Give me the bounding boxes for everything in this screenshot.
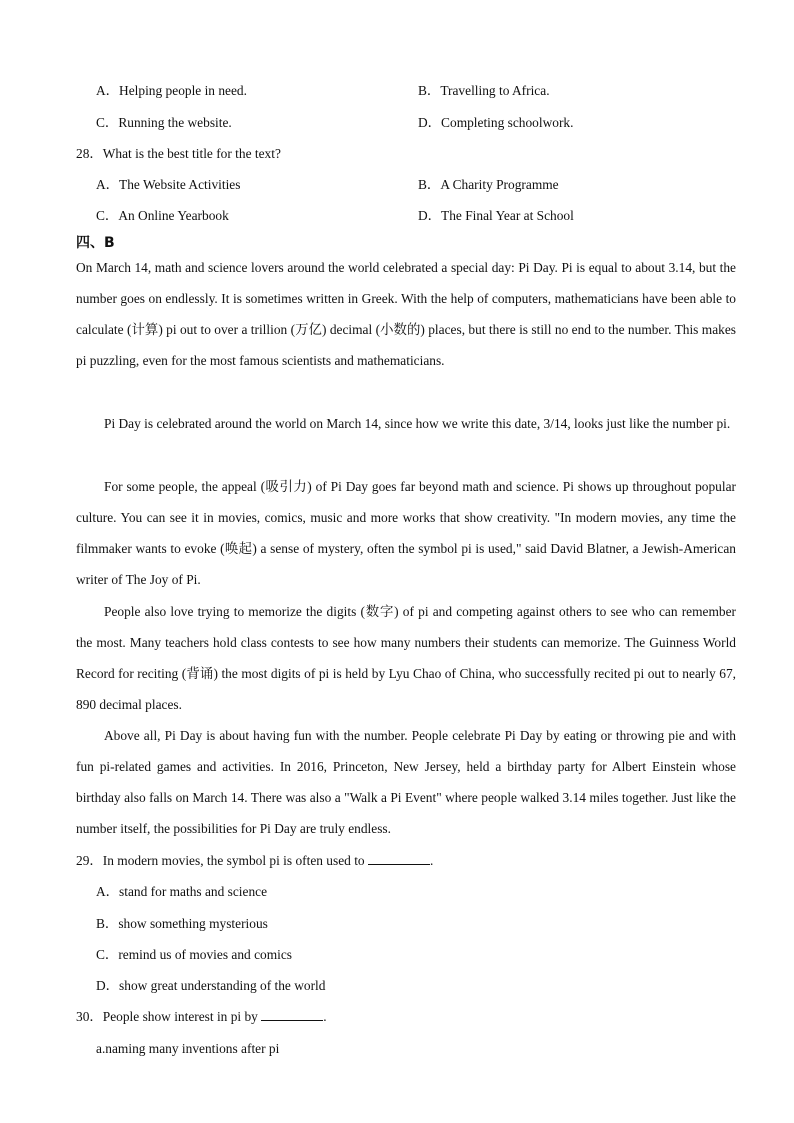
q29-stem-end: . bbox=[429, 853, 434, 868]
passage-paragraph-1: On March 14, math and science lovers around the world celebrated a special day: Pi Day. Pi is equal to about 3.14, but the number goes on endlessly. It is sometimes written in Greek. With the help of computers, mathematicians have been able to calculate (计算) pi out to over a trillion (万亿) decimal (小数的) places, but there is still no end to the number. This makes pi puzzling, even for the most famous scientists and mathematicians. bbox=[76, 260, 736, 369]
q30-stem: 30．People show interest in pi by bbox=[76, 1009, 258, 1024]
passage-paragraph-5: Above all, Pi Day is about having fun with the number. People celebrate Pi Day by eating or throwing pie and with fun pi-related games and activities. In 2016, Princeton, New Jersey, held a birthday party for Albert Einstein whose birthday also falls on March 14. There was also a "Walk a Pi Event" where people walked 3.14 miles together. Just like the number itself, the possibilities for Pi Day are truly endless. bbox=[76, 728, 736, 837]
q28-option-c: C．An Online Yearbook bbox=[96, 208, 229, 223]
q30-option-a: a.naming many inventions after pi bbox=[96, 1041, 280, 1056]
q30-stem-line bbox=[76, 1007, 327, 1027]
q29-option-a: A．stand for maths and science bbox=[96, 884, 268, 899]
q27-option-b: B．Travelling to Africa. bbox=[418, 83, 550, 98]
q28-stem: 28．What is the best title for the text? bbox=[76, 146, 281, 161]
q29-stem-line bbox=[76, 851, 433, 871]
q29-option-c: C．remind us of movies and comics bbox=[96, 947, 292, 962]
q29-option-b: B．show something mysterious bbox=[96, 916, 268, 931]
q28-option-b: B．A Charity Programme bbox=[418, 177, 559, 192]
q27-option-c: C．Running the website. bbox=[96, 115, 232, 130]
q28-option-a: A．The Website Activities bbox=[96, 177, 241, 192]
q27-option-a: A．Helping people in need. bbox=[96, 83, 247, 98]
q29-option-d: D．show great understanding of the world bbox=[96, 978, 326, 993]
section-title: 四、B bbox=[76, 235, 115, 251]
q30-stem-end: . bbox=[323, 1009, 327, 1024]
passage-paragraph-2: Pi Day is celebrated around the world on March 14, since how we write this date, 3/14, looks just like the number pi. bbox=[104, 416, 731, 431]
q27-option-d: D．Completing schoolwork. bbox=[418, 115, 574, 130]
q29-stem: 29．In modern movies, the symbol pi is often used to bbox=[76, 853, 365, 868]
answer-blank bbox=[368, 852, 430, 865]
answer-blank bbox=[261, 1008, 323, 1021]
passage-paragraph-4: People also love trying to memorize the digits (数字) of pi and competing against others to see who can remember the most. Many teachers hold class contests to see how many numbers their students can memorize. The Guinness World Record for reciting (背诵) the most digits of pi is held by Lyu Chao of China, who successfully recited pi out to nearly 67, 890 decimal places. bbox=[76, 604, 736, 713]
passage-paragraph-3: For some people, the appeal (吸引力) of Pi Day goes far beyond math and science. Pi shows up throughout popular culture. You can see it in movies, comics, music and more works that show creativity. "In modern movies, any time the filmmaker wants to evoke (唤起) a sense of mystery, often the symbol pi is used," said David Blatner, a Jewish-American writer of The Joy of Pi. bbox=[76, 479, 736, 588]
q28-option-d: D．The Final Year at School bbox=[418, 208, 574, 223]
